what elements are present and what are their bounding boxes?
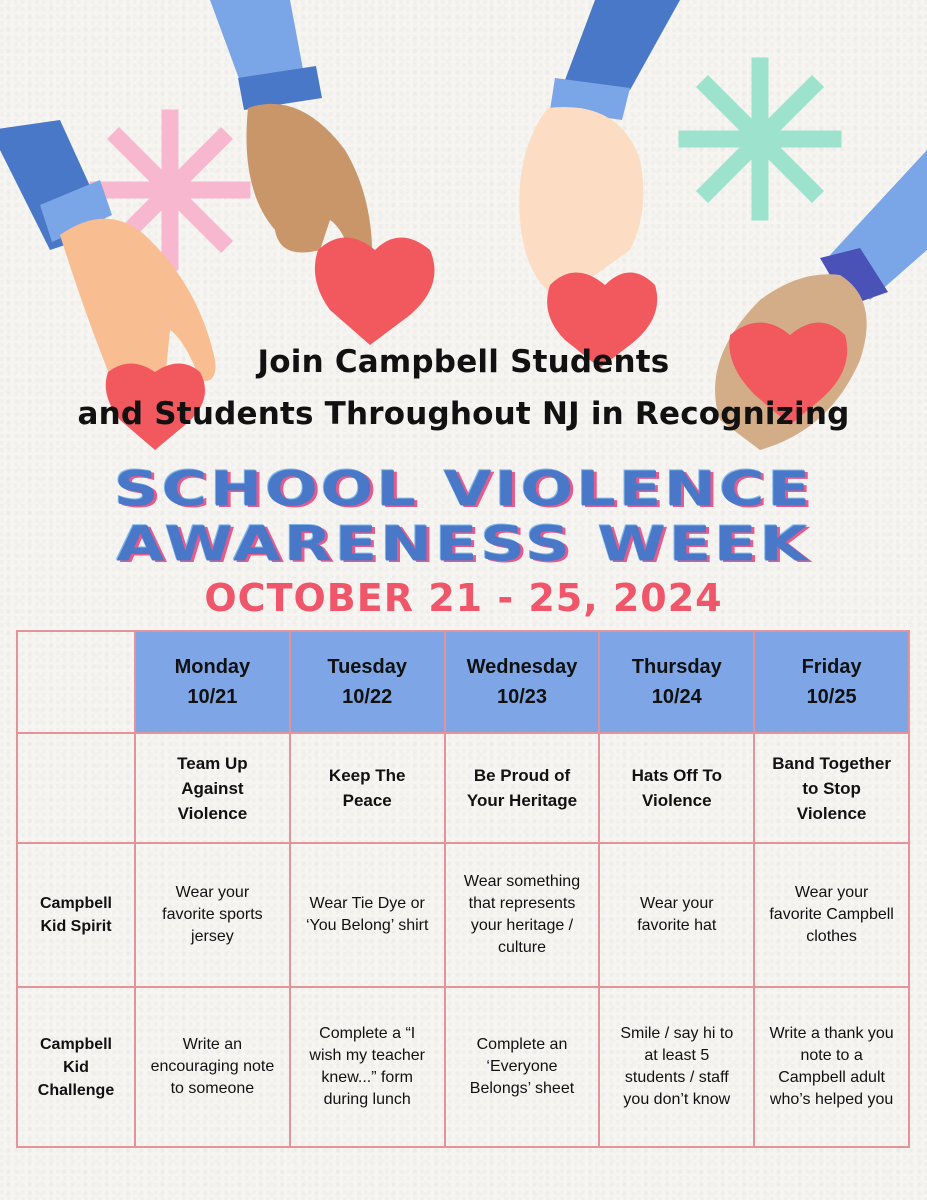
day-name: Wednesday xyxy=(466,656,578,678)
day-header-tuesday xyxy=(290,631,445,733)
intro-line-1: Join Campbell Students xyxy=(257,344,670,380)
day-date: 10/22 xyxy=(342,686,393,708)
theme-cell: Keep The Peace xyxy=(290,733,445,843)
table-row xyxy=(17,631,909,733)
table-row xyxy=(17,733,909,843)
event-title-line-2: AWARENESS WEEK xyxy=(116,515,811,573)
event-title-line-1: SCHOOL VIOLENCE xyxy=(114,460,813,518)
week-schedule-table xyxy=(16,630,910,1148)
spirit-cell: Wear your favorite Campbell clothes xyxy=(754,843,909,987)
spirit-cell: Wear your favorite hat xyxy=(599,843,754,987)
day-name: Monday xyxy=(174,656,251,678)
spirit-cell: Wear something that represents your heritage / culture xyxy=(445,843,600,987)
event-dates: OCTOBER 21 - 25, 2024 xyxy=(204,576,723,620)
corner-cell xyxy=(17,631,135,733)
day-date: 10/21 xyxy=(187,686,238,708)
challenge-cell: Smile / say hi to at least 5 students / staff you don’t know xyxy=(599,987,754,1147)
hand-with-heart-icon xyxy=(519,0,680,368)
theme-cell: Hats Off To Violence xyxy=(599,733,754,843)
table-row xyxy=(17,843,909,987)
mint-asterisk-icon xyxy=(687,66,833,212)
table-row xyxy=(17,987,909,1147)
challenge-cell: Write a thank you note to a Campbell adult who’s helped you xyxy=(754,987,909,1147)
day-name: Thursday xyxy=(631,656,722,678)
day-header-monday xyxy=(135,631,290,733)
day-date: 10/25 xyxy=(806,686,857,708)
row-label-challenge: Campbell Kid Challenge xyxy=(17,987,135,1147)
day-date: 10/23 xyxy=(496,686,548,708)
day-date: 10/24 xyxy=(651,686,702,708)
theme-cell: Band Together to Stop Violence xyxy=(754,733,909,843)
theme-cell: Team Up Against Violence xyxy=(135,733,290,843)
day-header-friday xyxy=(754,631,909,733)
day-header-wednesday xyxy=(445,631,600,733)
challenge-cell: Write an encouraging note to someone xyxy=(135,987,290,1147)
day-name: Friday xyxy=(801,656,862,678)
challenge-cell: Complete a “I wish my teacher knew...” form during lunch xyxy=(290,987,445,1147)
day-header-thursday xyxy=(599,631,754,733)
intro-line-2: and Students Throughout NJ in Recognizing xyxy=(77,396,850,432)
empty-label-cell xyxy=(17,733,135,843)
theme-cell: Be Proud of Your Heritage xyxy=(445,733,600,843)
hand-with-heart-icon xyxy=(210,0,435,345)
day-name: Tuesday xyxy=(327,656,408,678)
challenge-cell: Complete an ‘Everyone Belongs’ sheet xyxy=(445,987,600,1147)
spirit-cell: Wear Tie Dye or ‘You Belong’ shirt xyxy=(290,843,445,987)
row-label-spirit: Campbell Kid Spirit xyxy=(17,843,135,987)
spirit-cell: Wear your favorite sports jersey xyxy=(135,843,290,987)
